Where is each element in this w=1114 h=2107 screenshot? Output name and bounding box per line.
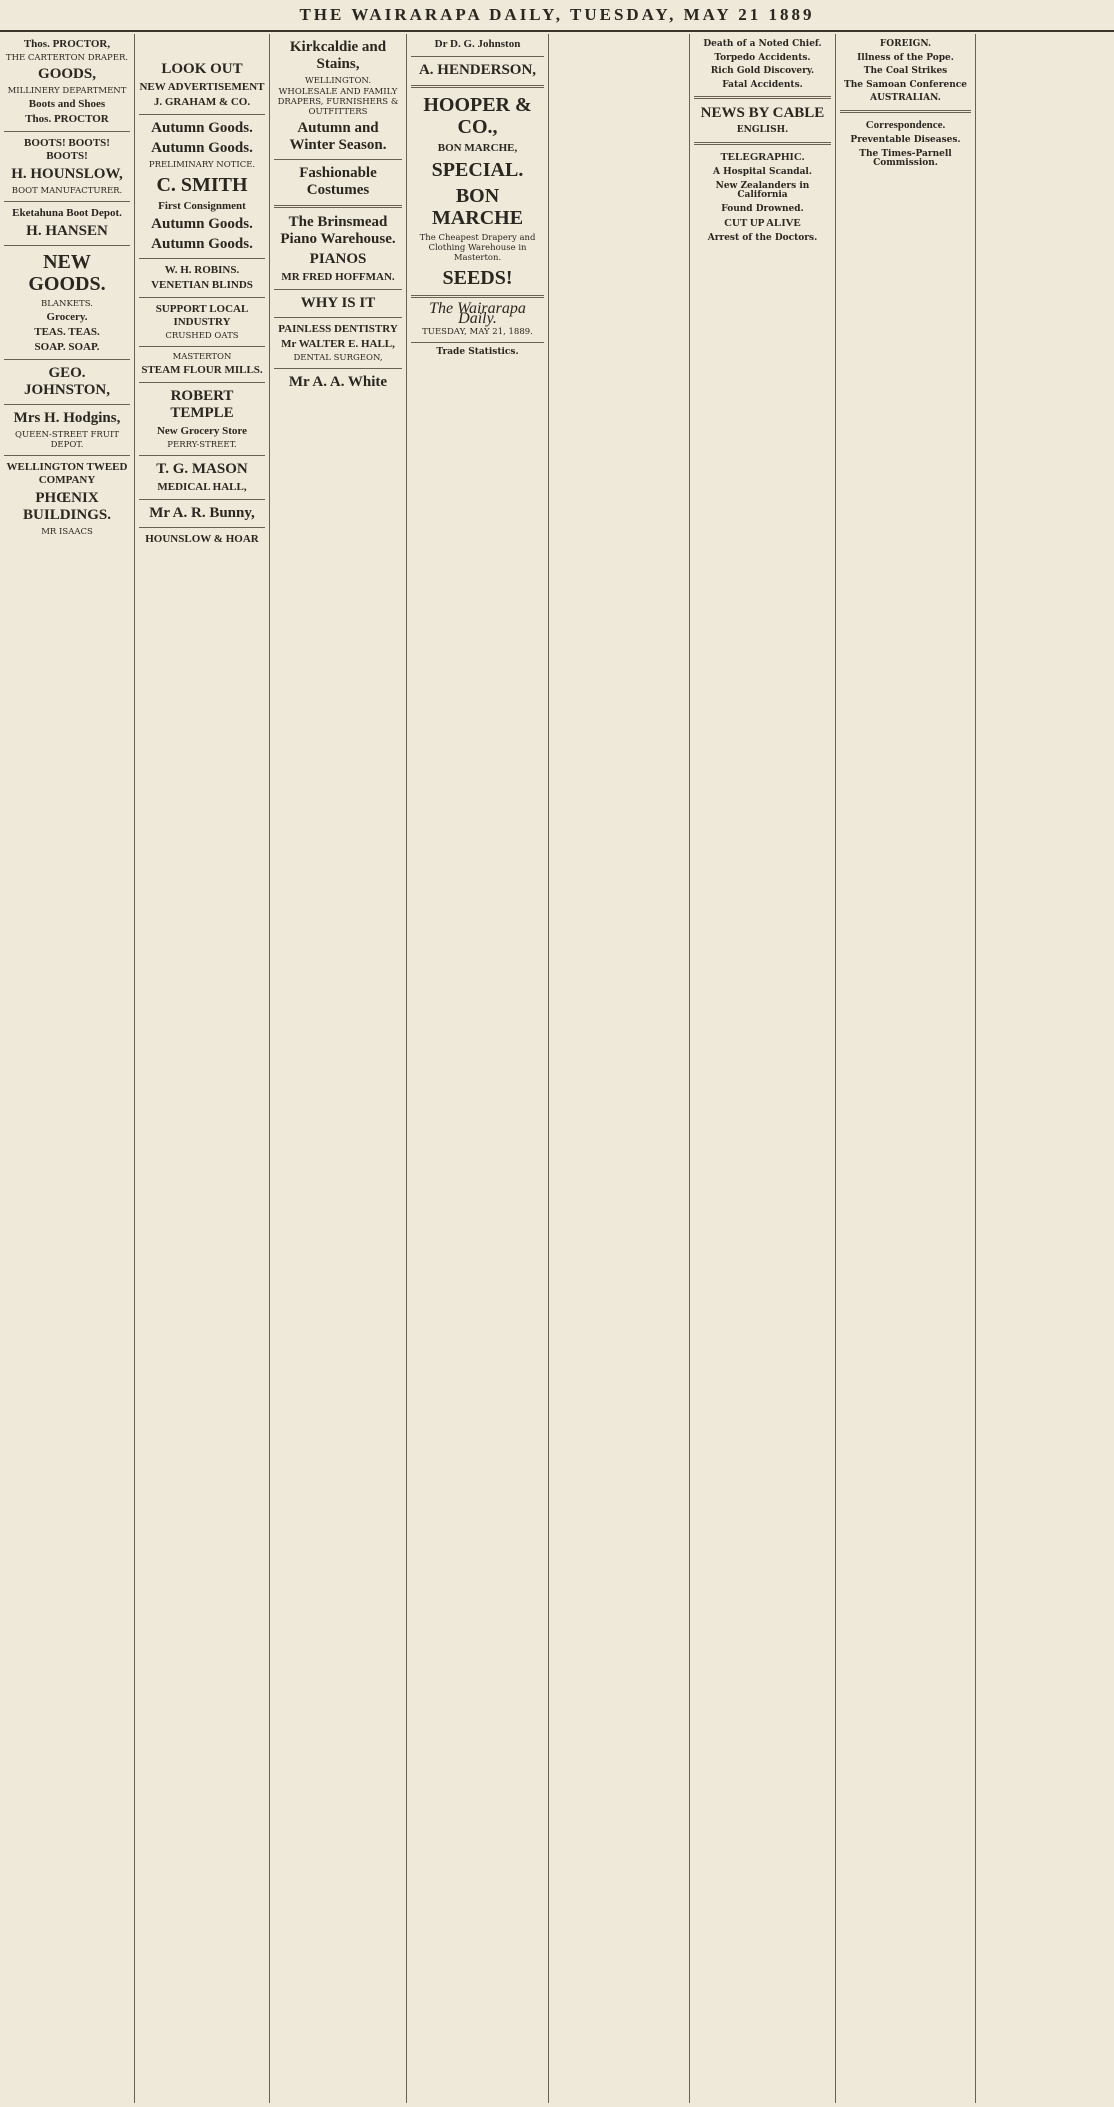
hall-name: Mr WALTER E. HALL, [281,338,395,350]
special-heading: SPECIAL. [431,159,524,181]
wellington-tweed: WELLINGTON TWEED COMPANY [6,461,128,486]
teas-heading: TEAS. TEAS. [34,326,100,338]
medical-hall: MEDICAL HALL, [157,481,247,493]
venetian-blinds: VENETIAN BLINDS [151,279,253,291]
column-5-editorial [553,36,685,2101]
robins-name: W. H. ROBINS. [164,264,240,276]
pianos-heading: PIANOS [309,251,367,267]
blankets-heading: BLANKETS. [41,299,93,309]
preventable-heading: Preventable Diseases. [850,134,961,145]
graham-name: J. GRAHAM & CO. [153,96,251,108]
henderson-name: A. HENDERSON, [418,62,537,78]
doctor-name: Dr D. G. Johnston [434,38,521,50]
autumn-goods-3: Autumn Goods. [151,216,253,232]
foreign-heading: FOREIGN. [879,39,932,49]
hodgins-name: Mrs H. Hodgins, [13,410,121,426]
proctor-signature: Thos. PROCTOR [25,113,109,125]
new-advertisement: NEW ADVERTISEMENT [139,81,265,93]
column-7-foreign [840,36,971,2101]
phoenix-buildings: PHŒNIX BUILDINGS. [23,490,111,523]
paper-title: The Wairarapa Daily. [429,300,526,327]
soap-heading: SOAP. SOAP. [34,341,100,353]
arrest-heading: Arrest of the Doctors. [707,233,818,244]
column-4 [411,36,544,2101]
fatal-accidents-heading: Fatal Accidents. [722,79,803,90]
column-3-ads [274,36,402,2101]
telegraphic-heading: TELEGRAPHIC. [720,150,805,163]
seeds-heading: SEEDS! [442,267,513,289]
correspondence-heading: Correspondence. [865,118,946,131]
fruit-depot: QUEEN-STREET FRUIT DEPOT. [14,430,119,450]
proctor-name: Thos. PROCTOR, [23,38,111,50]
issue-date: TUESDAY, MAY 21, 1889. [422,327,533,338]
coal-strikes-heading: The Coal Strikes [863,66,948,77]
death-heading: Death of a Noted Chief. [703,39,822,49]
painless-dentistry: PAINLESS DENTISTRY [278,323,398,335]
news-by-cable: NEWS BY CABLE [700,105,825,122]
mason-name: T. G. MASON [156,461,248,477]
column-rule [406,34,407,2103]
perry-street: PERRY-STREET. [167,440,237,450]
preliminary-notice: PRELIMINARY NOTICE. [148,160,256,170]
boots-heading: Boots and Shoes [28,98,106,110]
column-2-ads [139,36,265,2101]
bon-marche-heading: BON MARCHE, [437,142,518,154]
samoan-heading: The Samoan Conference [844,79,967,90]
column-rule [975,34,976,2103]
trade-statistics-heading: Trade Statistics. [436,347,519,358]
times-parnell-heading: The Times-Parnell Commission. [859,148,952,169]
look-out-heading: LOOK OUT [161,61,243,77]
kirkcaldie-trades: WHOLESALE AND FAMILY DRAPERS, FURNISHERS & OUTFITTERS [277,87,399,117]
rich-gold-heading: Rich Gold Discovery. [710,66,815,77]
column-6-news [694,36,831,2101]
boots-cry: BOOTS! BOOTS! BOOTS! [24,137,110,162]
dental-surgeon: DENTAL SURGEON, [293,353,383,363]
cut-up-alive-heading: CUT UP ALIVE [724,217,801,230]
proctor-trade: THE CARTERTON DRAPER. [5,53,129,63]
nz-california-heading: New Zealanders in California [715,180,810,201]
fashionable-costumes: Fashionable Costumes [299,165,377,198]
johnston-name: GEO. JOHNSTON, [24,365,110,398]
kirkcaldie-name: Kirkcaldie and Stains, [289,39,387,72]
bon-marche-big: BON MARCHE [431,185,524,229]
masterton-label: MASTERTON [172,352,232,362]
cheapest-warehouse: The Cheapest Drapery and Clothing Warehouse in Masterton. [419,233,536,263]
steam-flour-mills: STEAM FLOUR MILLS. [141,364,263,376]
autumn-goods-1: Autumn Goods. [151,120,253,136]
column-rule [835,34,836,2103]
autumn-goods-2: Autumn Goods. [151,140,253,156]
hounslow-hoar: HOUNSLOW & HOAR [145,533,259,545]
first-consignment: First Consignment [158,200,246,212]
support-local: SUPPORT LOCAL INDUSTRY [155,303,249,328]
new-goods-heading: NEW GOODS. [28,251,106,295]
millinery-heading: MILLINERY DEPARTMENT [7,86,127,96]
hoffman-name: MR FRED HOFFMAN. [281,271,395,283]
masthead [0,0,1114,32]
autumn-winter: Autumn and Winter Season. [289,120,387,153]
new-grocery-store: New Grocery Store [156,425,247,437]
temple-name: ROBERT TEMPLE [170,388,234,421]
column-rule [269,34,270,2103]
c-smith-name: C. SMITH [156,174,248,196]
brinsmead-warehouse: The Brinsmead Piano Warehouse. [280,214,396,247]
australian-heading: AUSTRALIAN. [870,93,941,104]
goods-heading: GOODS, [38,66,96,82]
white-name: Mr A. A. White [288,374,388,390]
column-rule [689,34,690,2103]
column-1-ads [4,36,130,2101]
hansen-name: H. HANSEN [26,223,108,239]
english-heading: ENGLISH. [736,125,789,136]
column-rule [548,34,549,2103]
hounslow-name: H. HOUNSLOW, [11,166,123,182]
wellington-label: WELLINGTON. [304,76,372,86]
mr-isaacs: MR ISAACS [41,527,93,537]
column-rule [134,34,135,2103]
crushed-oats: CRUSHED OATS [165,331,239,341]
masthead-title: THE WAIRARAPA DAILY, TUESDAY, MAY 21 1889 [299,5,815,24]
column-8 [980,36,1110,2101]
hooper-name: HOOPER & CO., [423,94,532,138]
bunny-name: Mr A. R. Bunny, [149,505,255,521]
hospital-scandal-heading: A Hospital Scandal. [713,166,812,177]
found-drowned-heading: Found Drowned. [721,203,804,214]
why-is-it: WHY IS IT [300,295,376,311]
grocery-heading: Grocery. [46,311,88,323]
pope-heading: Illness of the Pope. [857,52,954,63]
hounslow-sub: BOOT MANUFACTURER. [11,186,123,196]
autumn-goods-4: Autumn Goods. [151,236,253,252]
torpedo-heading: Torpedo Accidents. [714,52,811,63]
eketahuna-heading: Eketahuna Boot Depot. [12,207,122,219]
